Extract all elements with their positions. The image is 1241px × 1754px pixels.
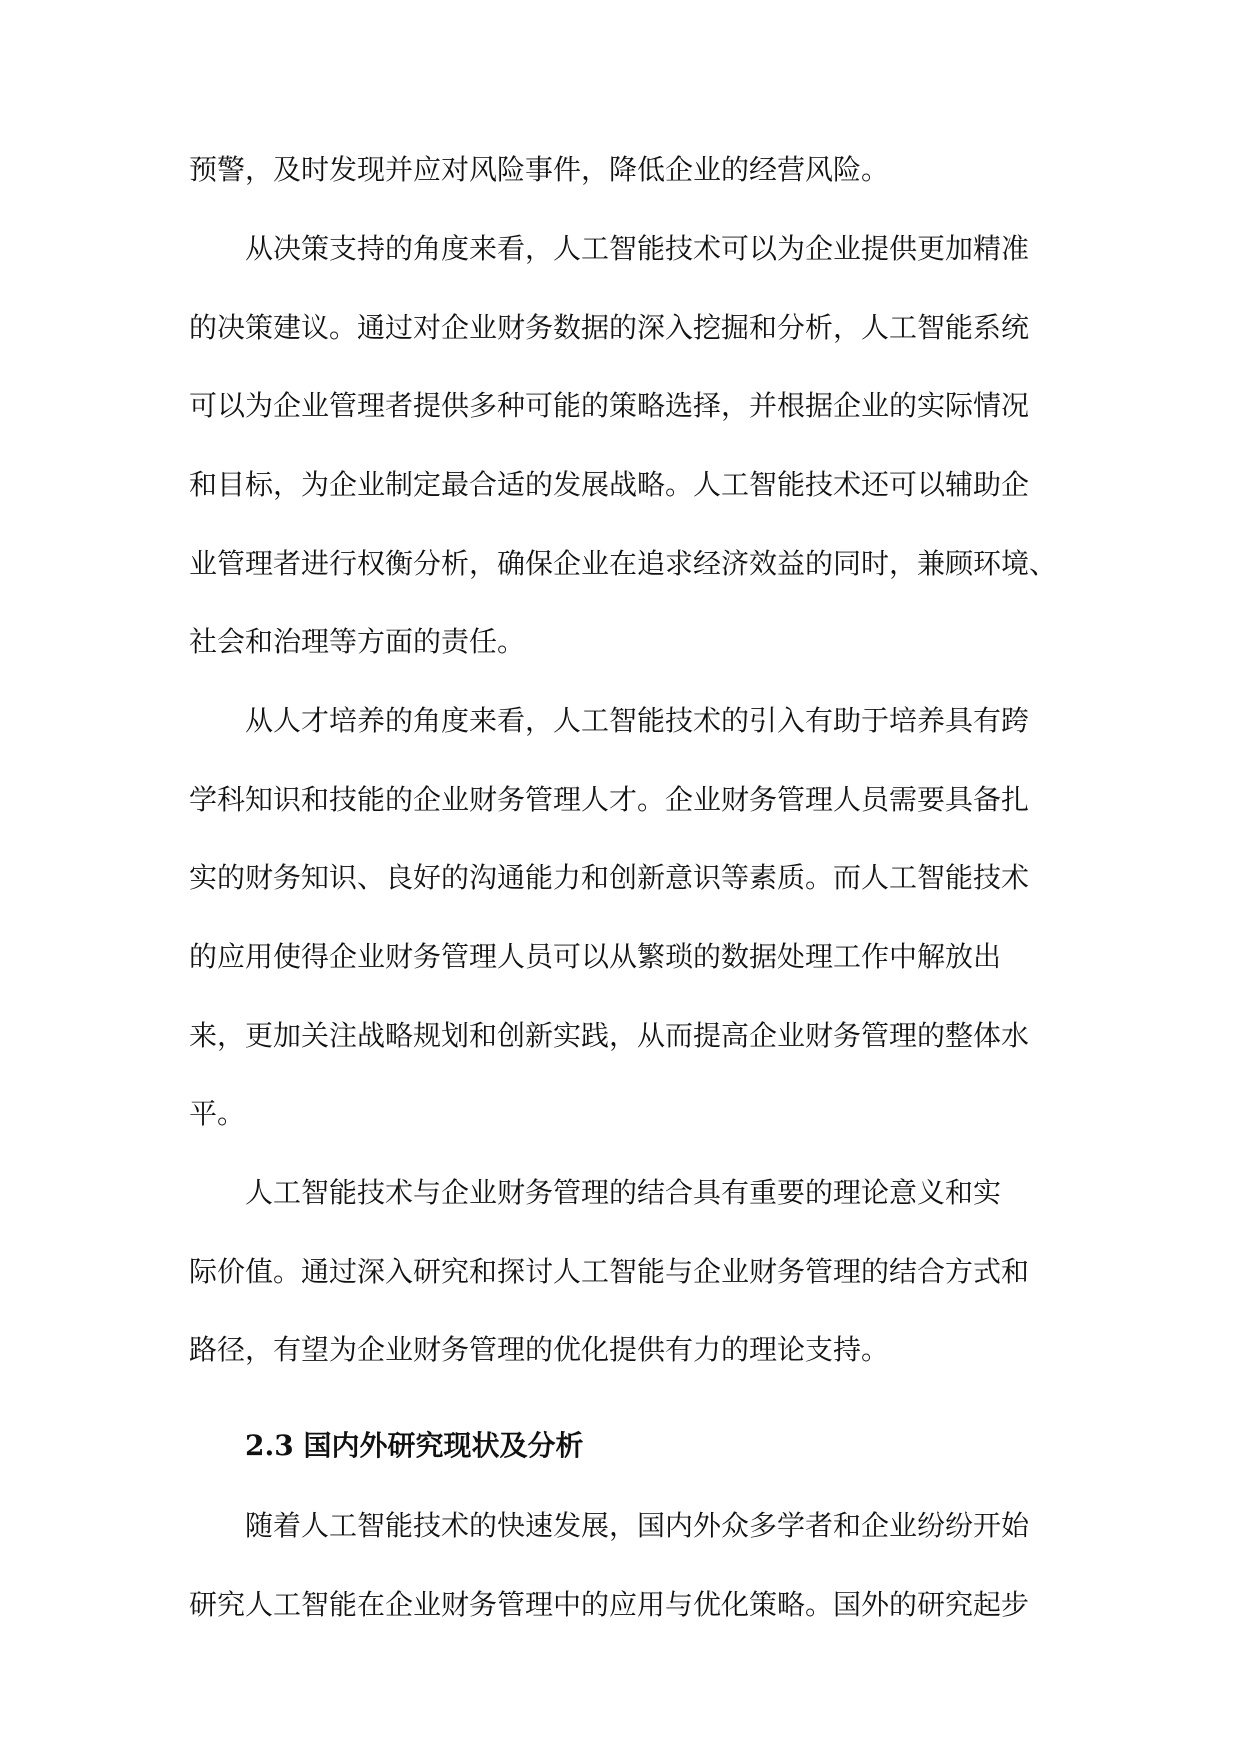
paragraph-line: 研究人工智能在企业财务管理中的应用与优化策略。国外的研究起步 [189,1588,1030,1621]
paragraph-line: 随着人工智能技术的快速发展，国内外众多学者和企业纷纷开始 [245,1509,1030,1542]
paragraph-line: 人工智能技术与企业财务管理的结合具有重要的理论意义和实 [245,1176,1002,1209]
section-heading: 2.3 国内外研究现状及分析 [245,1429,584,1462]
paragraph-line: 来，更加关注战略规划和创新实践，从而提高企业财务管理的整体水 [189,1019,1030,1052]
paragraph-line: 的应用使得企业财务管理人员可以从繁琐的数据处理工作中解放出 [189,940,1002,973]
paragraph-line: 平。 [189,1097,246,1130]
paragraph-line: 可以为企业管理者提供多种可能的策略选择，并根据企业的实际情况 [189,389,1030,422]
paragraph-line: 从决策支持的角度来看，人工智能技术可以为企业提供更加精准 [245,232,1030,265]
paragraph-line: 学科知识和技能的企业财务管理人才。企业财务管理人员需要具备扎 [189,783,1030,816]
paragraph-line: 社会和治理等方面的责任。 [189,625,526,658]
paragraph-line: 从人才培养的角度来看，人工智能技术的引入有助于培养具有跨 [245,704,1030,737]
paragraph-line: 和目标，为企业制定最合适的发展战略。人工智能技术还可以辅助企 [189,468,1030,501]
paragraph-line: 实的财务知识、良好的沟通能力和创新意识等素质。而人工智能技术 [189,861,1030,894]
paragraph-line: 际价值。通过深入研究和探讨人工智能与企业财务管理的结合方式和 [189,1255,1030,1288]
paragraph-line: 路径，有望为企业财务管理的优化提供有力的理论支持。 [189,1333,890,1366]
paragraph-line: 预警，及时发现并应对风险事件，降低企业的经营风险。 [189,153,890,186]
paragraph-line: 的决策建议。通过对企业财务数据的深入挖掘和分析，人工智能系统 [189,311,1030,344]
paragraph-line: 业管理者进行权衡分析，确保企业在追求经济效益的同时，兼顾环境、 [189,547,1058,580]
